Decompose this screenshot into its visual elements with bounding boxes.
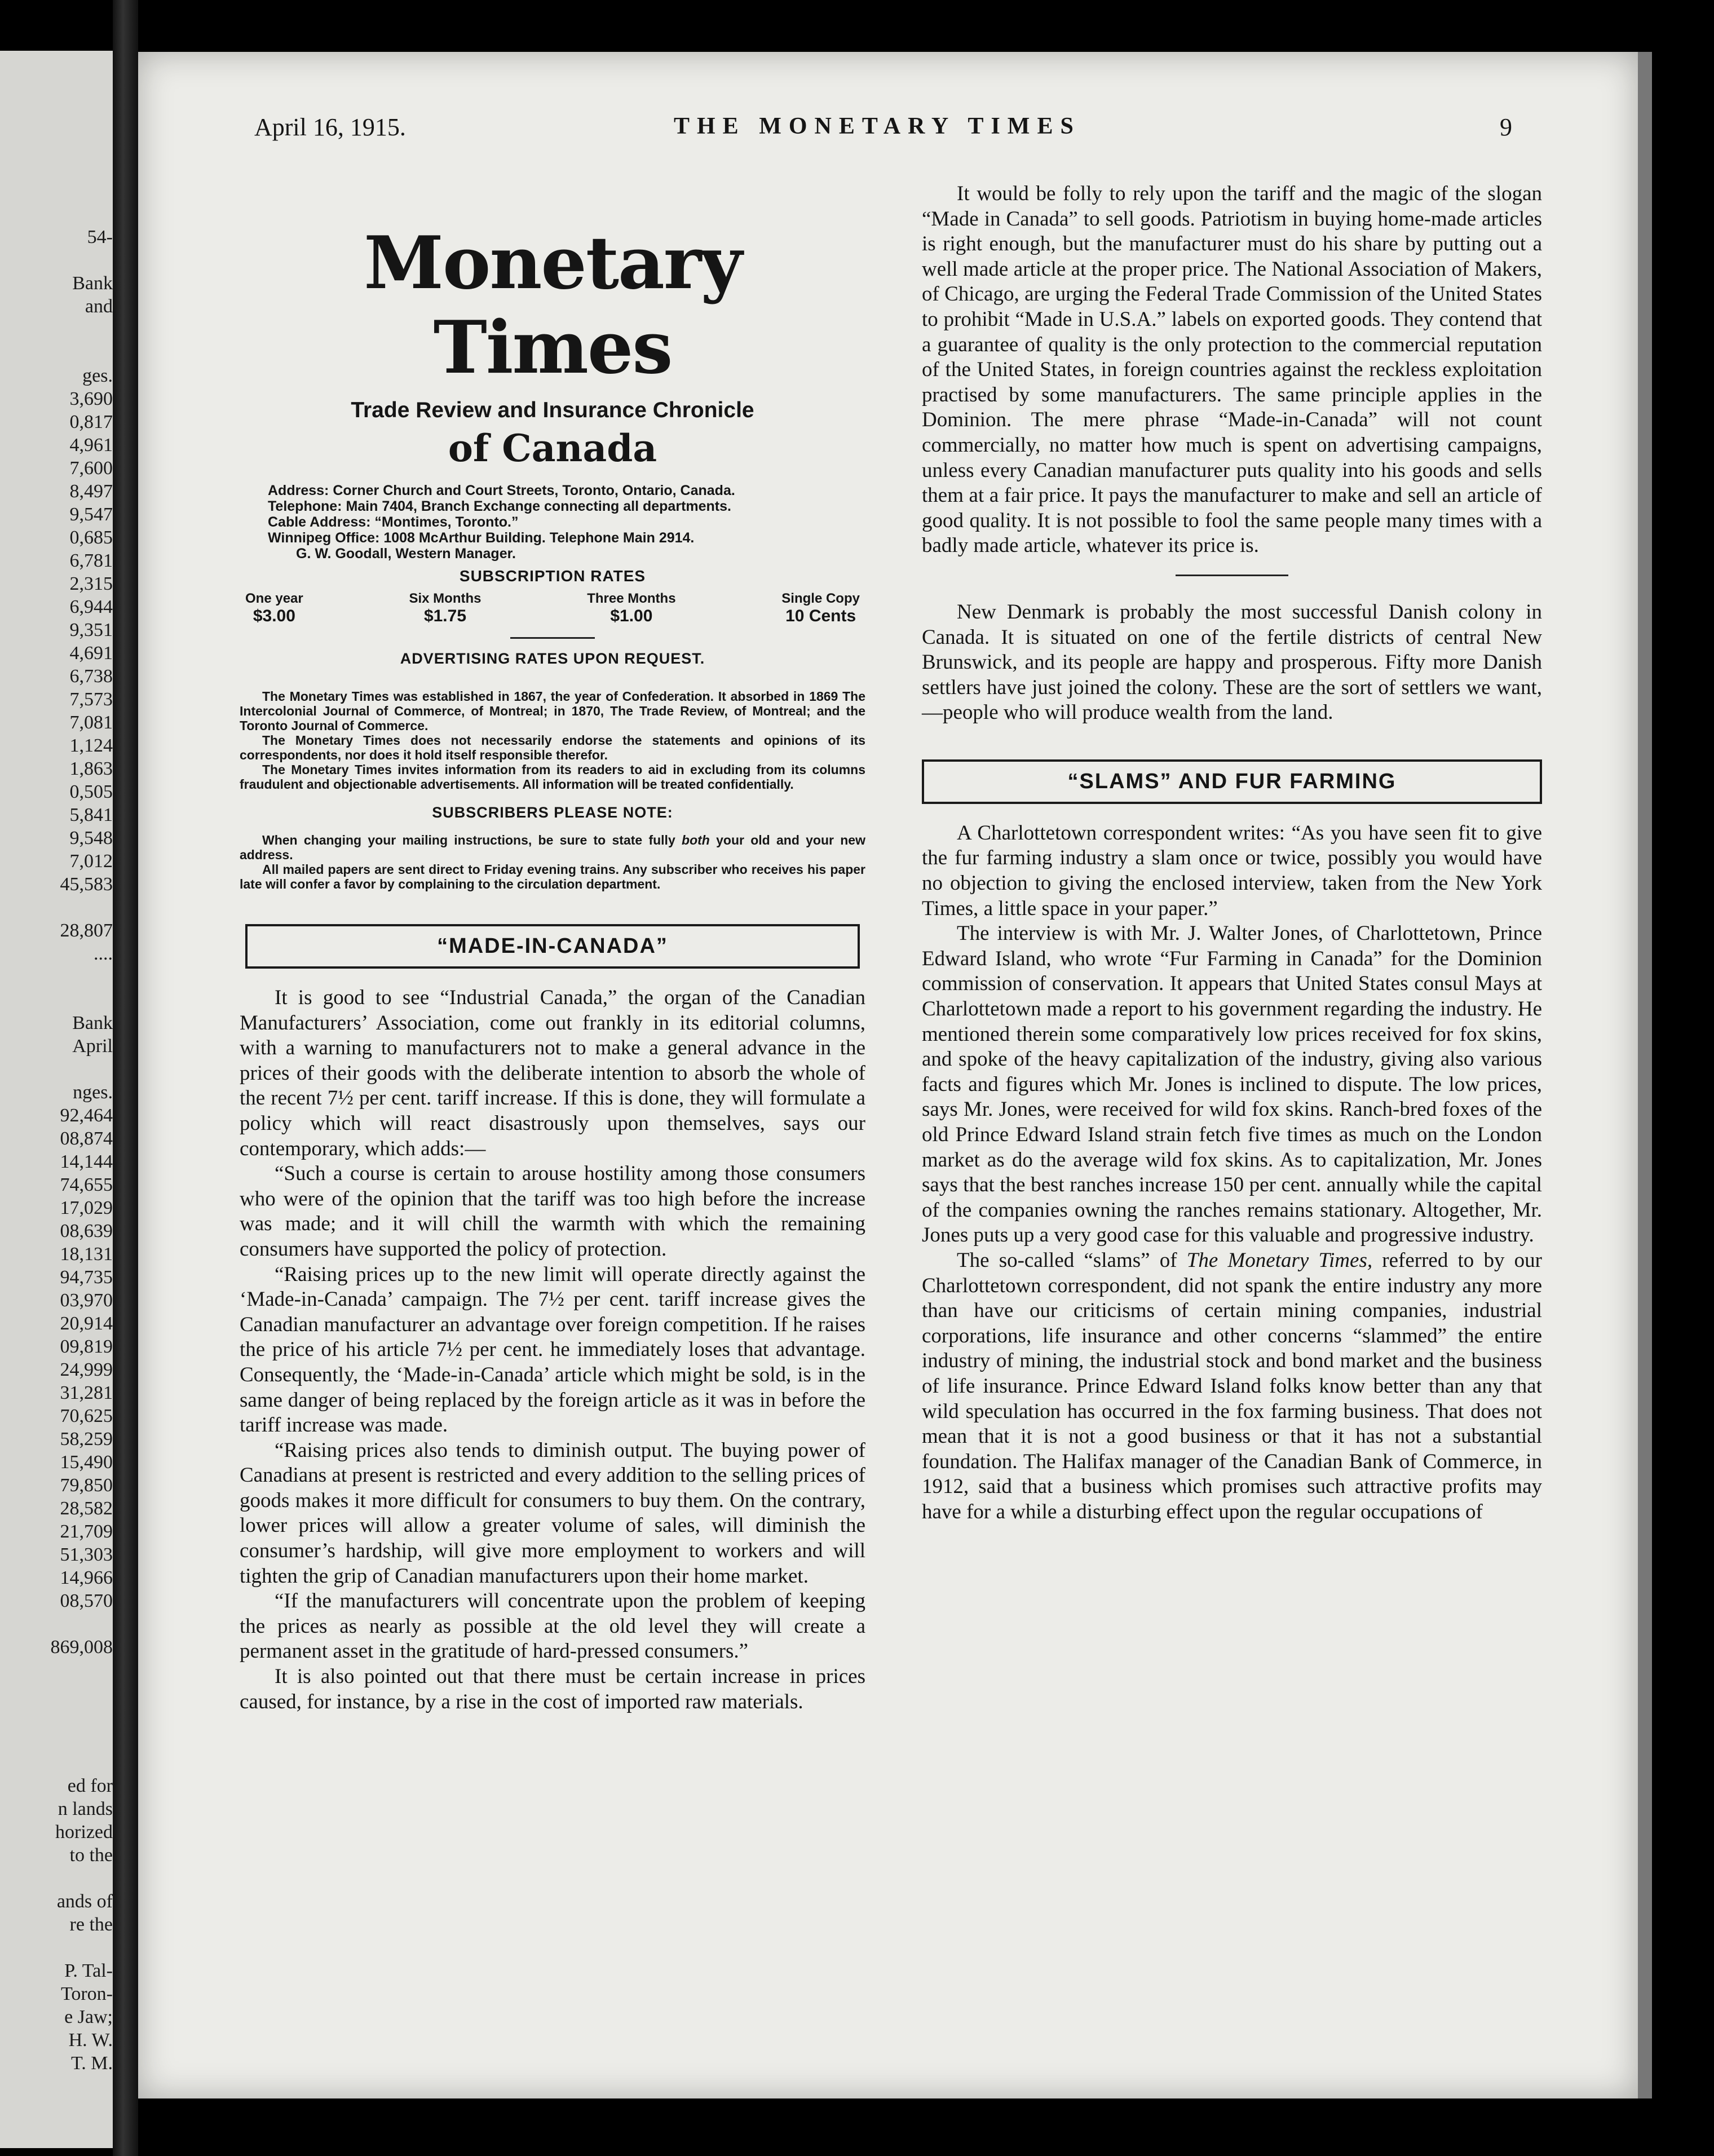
subscribers-note — [240, 833, 865, 891]
editorial-new-denmark — [922, 600, 1542, 726]
masthead-of-canada: of Canada — [448, 426, 657, 470]
history-notice — [240, 689, 865, 792]
page-number: 9 — [1500, 113, 1512, 141]
header-date: April 16, 1915. — [254, 113, 406, 141]
masthead-subtitle: Trade Review and Insurance Chronicle — [351, 398, 754, 422]
rate-single-copy — [781, 591, 860, 626]
winnipeg-value: 1008 McArthur Building. Telephone Main 2914. — [383, 530, 695, 546]
article-paragraph: “If the manufacturers will concentrate upon the problem of keeping the prices as nearly as possible at the old level they will create a permanent asset in the gratitude of hard-pressed consumers.” — [240, 1589, 865, 1663]
masthead-name: Monetary Times — [364, 221, 741, 390]
emphasis: both — [682, 833, 710, 847]
address-value: Corner Church and Court Streets, Toronto, Ontario, Canada. — [333, 483, 735, 498]
editorial-tariff — [922, 182, 1542, 559]
divider — [510, 637, 595, 639]
emphasis: The Monetary Times, — [1186, 1248, 1373, 1272]
article-paragraph: The so-called “slams” of The Monetary Times, referred to by our Charlottetown correspondent, did not spank the entire industry any more than have our criticisms of certain mining companies, industrial corporations, life insurance and other concerns “slammed” the entire industry of mining, the industrial stock and bond market and the business of life insurance. Prince Edward Island folks know better than any that wild speculation has occurred in the fox farming business. That does not mean that it is not a good business or that it has not a substantial foundation. The Halifax manager of the Canadian Bank of Commerce, in 1912, said that a business which promises such attractive profits may have for a while a disturbing effect upon the regular occupations of — [922, 1248, 1542, 1523]
article-paragraph: “Raising prices also tends to diminish output. The buying power of Canadians at present is restricted and every addition to the selling prices of goods makes it more difficult for consumers to buy them. On the contrary, lower prices will allow a greater volume of sales, will diminish the consumer’s hardship, will give more employment to workers and will tighten the grip of Canadian manufacturers upon their home market. — [240, 1438, 865, 1588]
rate-one-year — [245, 591, 303, 626]
article-heading-made-in-canada: “MADE-IN-CANADA” — [245, 924, 860, 969]
rate-three-months — [587, 591, 675, 626]
article-paragraph: A Charlottetown correspondent writes: “As you have seen fit to give the fur farming industry a slam once or twice, possibly you would have no objection to giving the enclosed interview, taken from the New York Times, a little space in your paper.” — [922, 821, 1542, 920]
winnipeg-manager: G. W. Goodall, Western Manager. — [296, 546, 516, 562]
newspaper-page — [138, 52, 1638, 2098]
rate-label: Six Months — [409, 591, 481, 606]
header-title: THE MONETARY TIMES — [674, 113, 1081, 139]
advertising-rates: ADVERTISING RATES UPON REQUEST. — [400, 650, 705, 667]
article-paragraph: It is also pointed out that there must be certain increase in prices caused, for instance, by a rise in the cost of imported raw materials. — [240, 1665, 865, 1713]
left-column — [240, 221, 865, 1715]
rate-value: $3.00 — [253, 607, 295, 625]
contact-info — [268, 483, 865, 562]
winnipeg-label: Winnipeg Office: — [268, 530, 380, 546]
page-edge — [1638, 52, 1652, 2098]
telephone-label: Telephone: — [268, 498, 342, 514]
article-paragraph: It would be folly to rely upon the tariff and the magic of the slogan “Made in Canada” to sell goods. Patriotism in buying home-made articles is right enough, but the manufacturer must do his share by putting out a well made article at the proper price. The National Association of Makers, of Chicago, are urging the Federal Trade Commission of the United States to prohibit “Made in U.S.A.” labels on exported goods. They contend that a guarantee of quality is the only protection to the commercial reputation of the United States, in foreign countries against the reckless exploitation practised by some manufacturers. The same principle applies in the Dominion. The mere phrase “Made-in-Canada” will not count commercially, no matter how much is spent on advertising campaigns, unless every Canadian manufacturer puts quality into his goods and sells them at a fair price. It pays the manufacturer to make and sell an article of good quality. It is not possible to fool the same people many times with a badly made article, whatever its price is. — [922, 182, 1542, 558]
rate-label: One year — [245, 591, 303, 606]
article-paragraph: “Raising prices up to the new limit will operate directly against the ‘Made-in-Canada’ campaign. The 7½ per cent. tariff increase gives the Canadian manufacturer an advantage over foreign competition. If he raises the price of his article 7½ per cent. he immediately loses that advantage. Consequently, the ‘Made-in-Canada’ article which might be sold, is in the same danger of being replaced by the foreign article as it was in before the tariff increase was made. — [240, 1262, 865, 1437]
article-made-in-canada — [240, 986, 865, 1715]
rate-value: $1.75 — [423, 607, 467, 625]
address-label: Address: — [268, 483, 329, 498]
article-paragraph: New Denmark is probably the most successful Danish colony in Canada. It is situated on one of the fertile districts of central New Brunswick, and its people are happy and prosperous. Fifty more Danish settlers have just joined the colony. These are the sort of settlers we want,—people who will produce wealth from the land. — [922, 600, 1542, 724]
rate-label: Single Copy — [781, 591, 860, 606]
subscribers-note-heading: SUBSCRIBERS PLEASE NOTE: — [432, 804, 673, 821]
rate-value: 10 Cents — [785, 607, 856, 625]
rate-six-months — [409, 591, 481, 626]
article-paragraph: “Such a course is certain to arouse hostility among those consumers who were of the opinion that the tariff was too high before the increase was made; and it will chill the warmth with which the remaining consumers have supported the policy of protection. — [240, 1162, 865, 1261]
notice-paragraph: The Monetary Times does not necessarily endorse the statements and opinions of its correspondents, nor does it hold itself responsible therefor. — [240, 733, 865, 762]
notice-paragraph: When changing your mailing instructions, be sure to state fully both your old and your new address. — [240, 833, 865, 862]
book-gutter — [113, 0, 138, 2156]
telephone-value: Main 7404, Branch Exchange connecting all departments. — [346, 498, 731, 514]
article-slams — [922, 821, 1542, 1525]
right-column — [922, 182, 1542, 1525]
article-paragraph: The interview is with Mr. J. Walter Jones, of Charlottetown, Prince Edward Island, who wrote “Fur Farming in Canada” for the Dominion commission of conservation. It appears that United States consul Mays at Charlottetown made a report to his government regarding the industry. He mentioned therein some comparatively low prices received for fox skins, and spoke of the heavy capitalization of the industry, giving also various facts and figures which Mr. Jones is inclined to dispute. The low prices, says Mr. Jones, were received for wild fox skins. Ranch-bred foxes of the old Prince Edward Island strain fetch five times as much on the London market as do the average wild fox skins. As to capitalization, Mr. Jones says that the best ranches increase 150 per cent. annually while the capital of the companies owning the ranches remains stationary. Altogether, Mr. Jones puts up a very good case for this valuable and progressive industry. — [922, 922, 1542, 1247]
article-paragraph: It is good to see “Industrial Canada,” the organ of the Canadian Manufacturers’ Association, come out frankly in its editorial columns, with a warning to manufacturers not to make a general advance in the prices of their goods with the deliberate intention to absorb the whole of the recent 7½ per cent. tariff increase. If this is done, they will formulate a policy which will react disastrously upon themselves, says our contemporary, which adds:— — [240, 986, 865, 1160]
masthead — [240, 221, 865, 470]
notice-paragraph: The Monetary Times was established in 1867, the year of Confederation. It absorbed in 1869 The Intercolonial Journal of Commerce, of Montreal; in 1870, The Trade Review, of Montreal; and the Toronto Journal of Commerce. — [240, 689, 865, 733]
notice-paragraph: The Monetary Times invites information from its readers to aid in excluding from its columns fraudulent and objectionable advertisements. All information will be treated confidentially. — [240, 762, 865, 792]
subscription-rates — [240, 591, 865, 626]
divider — [1176, 575, 1288, 576]
cable-label: Cable Address: — [268, 514, 371, 530]
subscription-heading: SUBSCRIPTION RATES — [459, 567, 646, 585]
notice-paragraph: All mailed papers are sent direct to Friday evening trains. Any subscriber who receives his paper late will confer a favor by complaining to the circulation department. — [240, 862, 865, 891]
article-heading-slams: “SLAMS” AND FUR FARMING — [922, 759, 1542, 804]
cable-value: “Montimes, Toronto.” — [374, 514, 519, 530]
rate-label: Three Months — [587, 591, 676, 606]
left-page-text: 54- Bank and ges. 3,690 0,817 4,961 7,600 8,497 9,547 0,685 6,781 2,315 6,944 9,351 4,691 6,738 7,573 7,081 1,124 1,863 0,505 5,841 9,548 7,012 45,583 28,807 .... Bank April nges. 92,464 08,874 14,144 74,655 17,029 08,639 18,131 94,735 03,970 20,914 09,819 24,999 31,281 70,625 58,259 15,490 79,850 28,582 21,709 51,303 14,966 08,570 869,008 ed for n lands horized to the ands of re the P. Tal- Toron- e Jaw; H. W. T. M. — [50, 227, 113, 2074]
rate-value: $1.00 — [610, 607, 653, 625]
left-page-fragment — [0, 51, 113, 2148]
